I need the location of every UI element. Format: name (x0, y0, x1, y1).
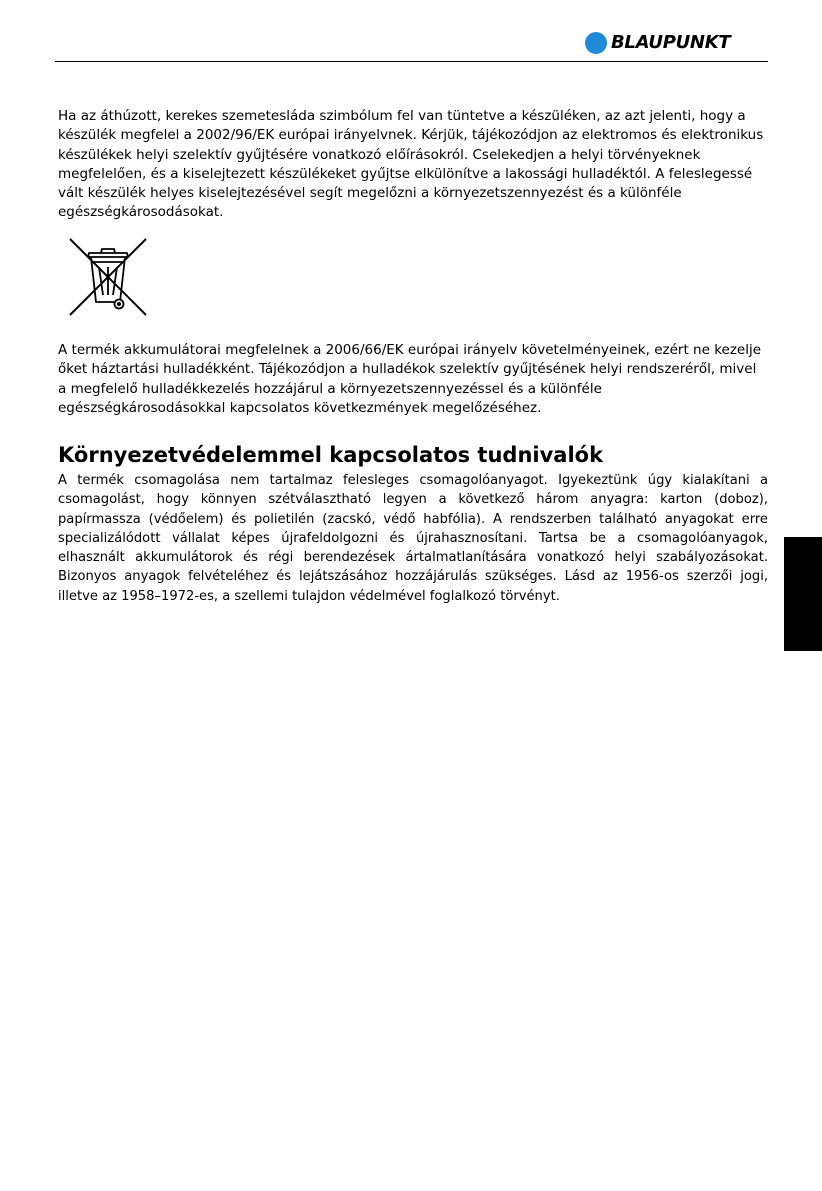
section-heading: Környezetvédelemmel kapcsolatos tudnivalók (58, 443, 604, 467)
logo-dot-icon (585, 32, 607, 54)
header-divider (55, 61, 768, 62)
brand-logo (585, 32, 730, 54)
brand-name: BLAUPUNKT (611, 32, 731, 53)
weee-paragraph: Ha az áthúzott, kerekes szemetesláda szimbólum fel van tüntetve a készüléken, az azt jelenti, hogy a készülék megfelel a 2002/96/EK európai irányelvnek. Kérjük, tájékozódjon az elektromos és elektronikus készülékek helyi szelektív gyűjtésére vonatkozó előírásokról. Cselekedjen a helyi törvényeknek megfelelően, és a kiselejtezett készülékeket gyűjtse elkülönítve a lakossági hulladéktól. A feleslegessé vált készülék helyes kiselejtezésével segít megelőzni a környezetszennyezést és a különféle egészségkárosodásokat. (58, 108, 764, 221)
language-side-tab (784, 537, 822, 651)
crossed-out-wheelie-bin-icon (67, 237, 149, 317)
battery-paragraph: A termék akkumulátorai megfelelnek a 2006/66/EK európai irányelv követelményeinek, ezért ne kezelje őket háztartási hulladékként. Tájékozódjon a hulladékok szelektív gyűjtésének helyi rendszeréről, mivel a megfelelő hulladékkezelés hozzájárul a környezetszennyezéssel és a különféle egészségkárosodásokkal kapcsolatos következmények megelőzéséhez. (58, 342, 762, 416)
packaging-paragraph: A termék csomagolása nem tartalmaz felesleges csomagolóanyagot. Igyekeztünk úgy kialakítani a csomagolást, hogy könnyen szétválasztható legyen a következő három anyagra: karton (doboz), papírmassza (védőelem) és polietilén (zacskó, védő habfólia). A rendszerben található anyagokat erre specializálódott vállalat képes újrafeldolgozni és újrahasznosítani. Tartsa be a csomagolóanyagok, elhasznált akkumulátorok és régi berendezések ártalmatlanítására vonatkozó helyi szabályozásokat. Bizonyos anyagok felvételéhez és lejátszásához hozzájárulás szükséges. Lásd az 1956-os szerzői jogi, illetve az 1958–1972-es, a szellemi tulajdon védelmével foglalkozó törvényt. (58, 473, 768, 604)
